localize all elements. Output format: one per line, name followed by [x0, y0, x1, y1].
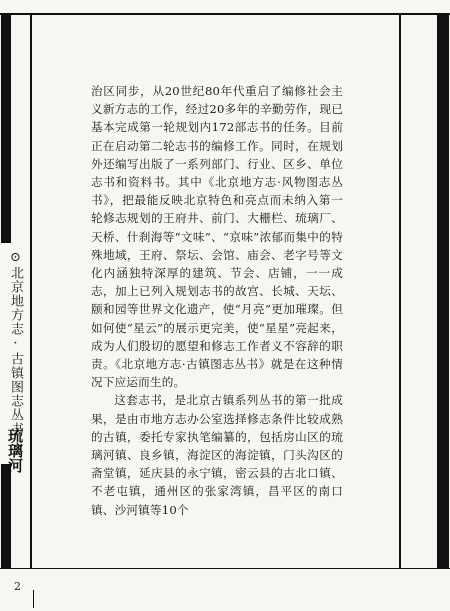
- paragraph-2: 这套志书，是北京古镇系列丛书的第一批成果，是由市地方志办公室选择修志条件比较成熟的古镇，委托专家执笔编纂的，包括房山区的琉璃河镇、良乡镇，海淀区的海淀镇，门头沟区的斋堂镇，延庆县的永宁镇，密云县的古北口镇、不老屯镇，通州区的张家湾镇，昌平区的南口镇、沙河镇等10个: [91, 393, 343, 517]
- paragraph-1: 治区同步，从20世纪80年代重启了编修社会主义新方志的工作，经过20多年的辛勤劳作，现已基本完成第一轮规划内172部志书的任务。目前正在启动第二轮志书的编修工作。同时，在规划外还编写出版了一系列部门、行业、区乡、单位志书和资料书。其中《北京地方志·风物图志丛书》，把最能反映北京特色和亮点而未纳入第一轮修志规划的王府井、前门、大栅栏、琉璃厂、天桥、什刹海等“文味”、“京味”浓郁而集中的特殊地域，王府、祭坛、会馆、庙会、老字号等文化内涵独特深厚的建筑、节会、店铺，一一成志，加上已列入规划志书的故宫、长城、天坛、颐和园等世界文化遗产，使“月亮”更加璀璨。但如何使“星云”的展示更完美，使“星星”亮起来，成为人们殷切的愿望和修志工作者义不容辞的职责。《北京地方志·古镇图志丛书》就是在这种情况下应运而生的。: [91, 84, 343, 390]
- right-frame-line: [399, 15, 401, 568]
- page-edge-tick: [33, 590, 34, 608]
- series-title: ⊙北京地方志·古镇图志丛书: [8, 250, 23, 436]
- left-frame-line: [30, 15, 32, 568]
- body-text: [91, 82, 343, 519]
- top-rule: [0, 13, 450, 15]
- page-number: 2: [14, 580, 21, 593]
- bottom-rule: [0, 568, 450, 569]
- left-thick-bar-lower: [1, 464, 11, 568]
- left-thick-bar: [1, 15, 11, 243]
- book-title: 琉璃河: [6, 428, 24, 473]
- right-thick-bar: [437, 15, 449, 568]
